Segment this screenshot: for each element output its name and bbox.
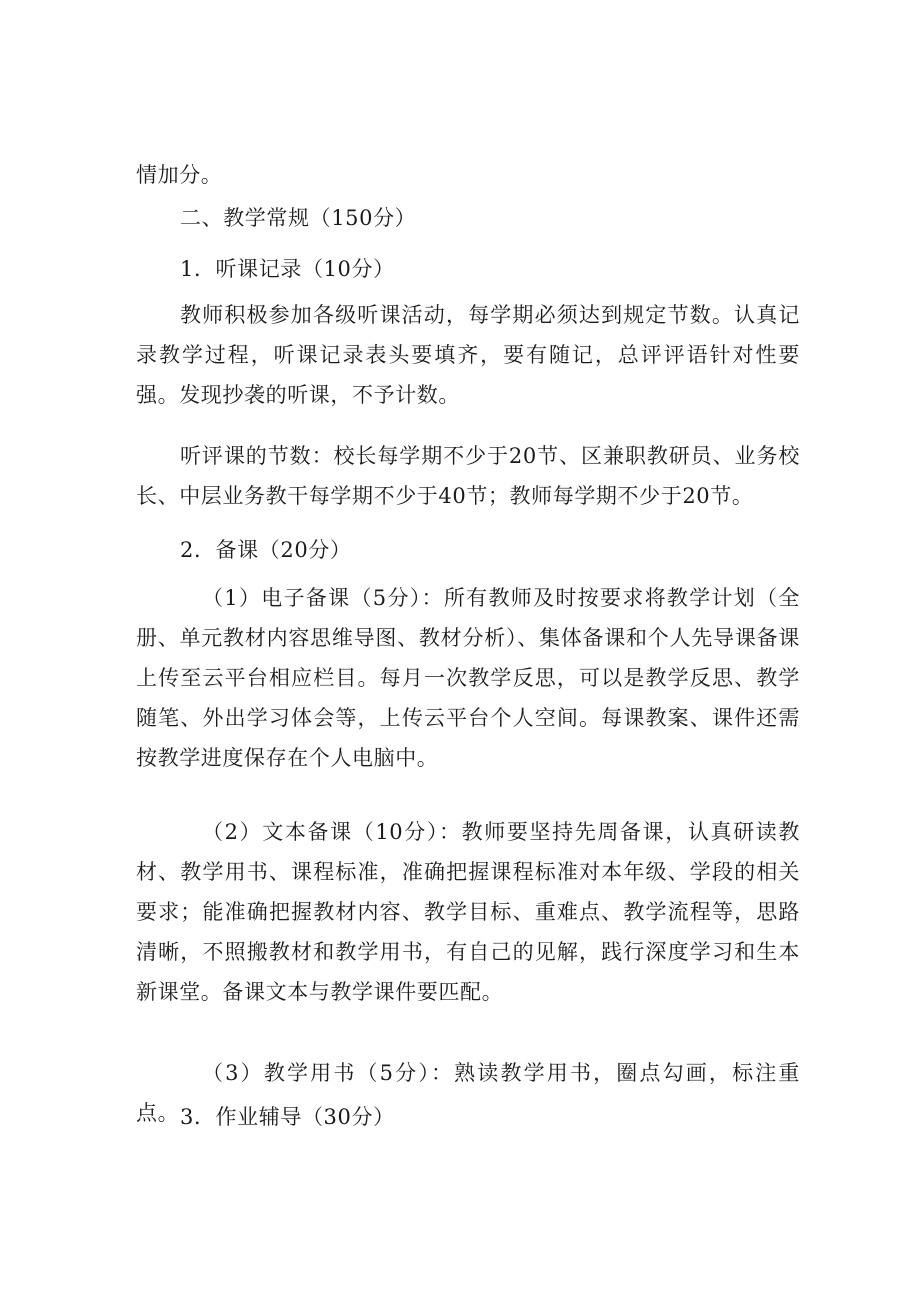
subheading-lesson-preparation: 2．备课（20分） bbox=[180, 538, 352, 562]
subheading-lesson-observation: 1．听课记录（10分） bbox=[180, 257, 395, 281]
paragraph-continuation: 情加分。 bbox=[136, 163, 223, 187]
paragraph-observation-counts: 听评课的节数：校长每学期不少于20节、区兼职教研员、业务校长、中层业务教干每学期不少于40节；教师每学期不少于20节。 bbox=[136, 444, 800, 508]
paragraph-electronic-preparation: （1）电子备课（5分）：所有教师及时按要求将教学计划（全册、单元教材内容思维导图、教材分析）、集体备课和个人先导课备课上传至云平台相应栏目。每月一次教学反思，可以是教学反思、教学随笔、外出学习体会等，上传云平台个人空间。每课教案、课件还需按教学进度保存在个人电脑中。 bbox=[136, 586, 800, 770]
paragraph-text-preparation: （2）文本备课（10分）：教师要坚持先周备课，认真研读教材、教学用书、课程标准，准确把握课程标准对本年级、学段的相关要求；能准确把握教材内容、教学目标、重难点、教学流程等，思路清晰，不照搬教材和教学用书，有自己的见解，践行深度学习和生本新课堂。备课文本与教学课件要匹配。 bbox=[136, 820, 800, 1004]
paragraph-observation-requirements: 教师积极参加各级听课活动，每学期必须达到规定节数。认真记录教学过程，听课记录表头要填齐，要有随记，总评评语针对性要强。发现抄袭的听课，不予计数。 bbox=[136, 303, 800, 407]
subheading-homework-guidance: 3．作业辅导（30分） bbox=[180, 1105, 395, 1129]
paragraph-teaching-book: （3）教学用书（5分）：熟读教学用书，圈点勾画，标注重点。 bbox=[136, 1061, 800, 1125]
section-heading-teaching-routine: 二、教学常规（150分） bbox=[180, 206, 417, 230]
